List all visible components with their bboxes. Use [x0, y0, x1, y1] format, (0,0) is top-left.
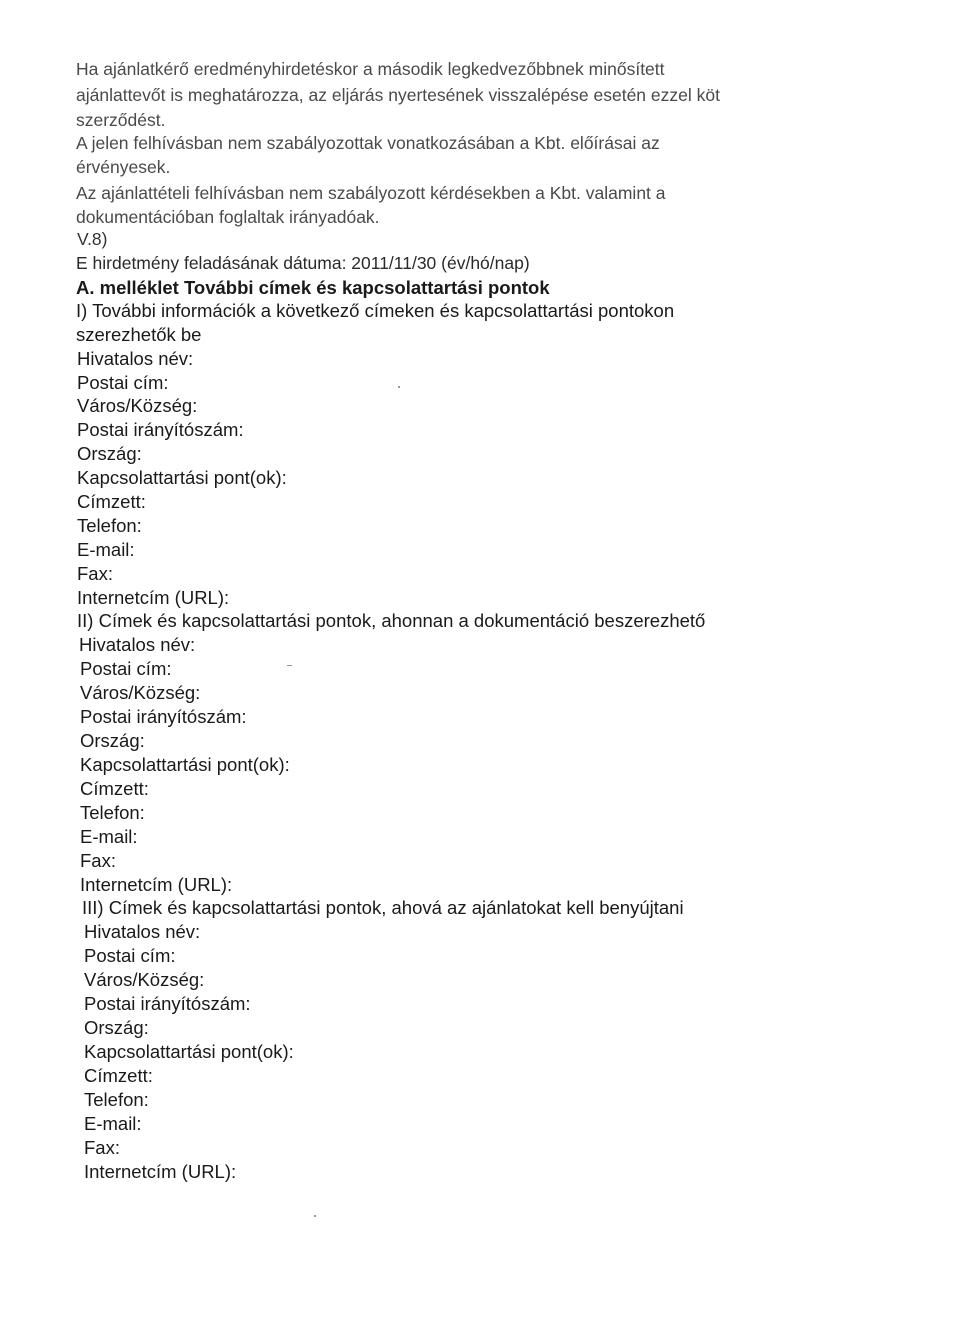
field-fax: Fax: [84, 1137, 120, 1158]
field-telephone: Telefon: [84, 1089, 149, 1110]
field-telephone: Telefon: [77, 515, 142, 536]
section-i-heading: I) További információk a következő címeken és kapcsolattartási pontokon [76, 300, 675, 321]
field-city: Város/Község: [77, 395, 198, 416]
field-url: Internetcím (URL): [84, 1161, 237, 1182]
field-country: Ország: [77, 443, 142, 464]
field-official-name: Hivatalos név: [77, 348, 194, 369]
field-postal-code: Postai irányítószám: [80, 706, 247, 727]
field-contact-points: Kapcsolattartási pont(ok): [77, 467, 287, 488]
intro-line: érvényesek. [76, 157, 171, 177]
scan-speck [314, 1215, 316, 1217]
field-url: Internetcím (URL): [80, 874, 233, 895]
field-postal-code: Postai irányítószám: [84, 993, 251, 1014]
field-postal-code: Postai irányítószám: [77, 419, 244, 440]
publication-date-line: E hirdetmény feladásának dátuma: 2011/11/30 (év/hó/nap) [76, 253, 530, 273]
field-telephone: Telefon: [80, 802, 145, 823]
scan-speck [287, 665, 292, 666]
field-url: Internetcím (URL): [77, 587, 230, 608]
intro-line: dokumentációban foglaltak irányadóak. [76, 207, 380, 227]
field-fax: Fax: [77, 563, 113, 584]
field-city: Város/Község: [84, 969, 205, 990]
field-addressee: Címzett: [77, 491, 146, 512]
field-fax: Fax: [80, 850, 116, 871]
field-email: E-mail: [84, 1113, 142, 1134]
field-email: E-mail: [77, 539, 135, 560]
annex-title: A. melléklet További címek és kapcsolattartási pontok [76, 277, 550, 298]
scan-speck [398, 386, 400, 388]
intro-line: szerződést. [76, 110, 166, 130]
field-official-name: Hivatalos név: [84, 921, 201, 942]
field-postal-address: Postai cím: [77, 372, 169, 393]
section-ii-heading: II) Címek és kapcsolattartási pontok, ahonnan a dokumentáció beszerezhető [77, 610, 706, 631]
field-contact-points: Kapcsolattartási pont(ok): [80, 754, 290, 775]
field-postal-address: Postai cím: [80, 658, 172, 679]
field-country: Ország: [80, 730, 145, 751]
intro-line: Ha ajánlatkérő eredményhirdetéskor a második legkedvezőbbnek minősített [76, 59, 665, 79]
section-iii-heading: III) Címek és kapcsolattartási pontok, ahová az ajánlatokat kell benyújtani [82, 897, 684, 918]
field-city: Város/Község: [80, 682, 201, 703]
section-v8-label: V.8) [77, 229, 108, 249]
field-email: E-mail: [80, 826, 138, 847]
field-addressee: Címzett: [84, 1065, 153, 1086]
field-official-name: Hivatalos név: [79, 634, 196, 655]
intro-line: Az ajánlattételi felhívásban nem szabályozott kérdésekben a Kbt. valamint a [76, 183, 666, 203]
intro-line: ajánlattevőt is meghatározza, az eljárás nyertesének visszalépése esetén ezzel köt [76, 85, 720, 105]
field-addressee: Címzett: [80, 778, 149, 799]
field-contact-points: Kapcsolattartási pont(ok): [84, 1041, 294, 1062]
field-country: Ország: [84, 1017, 149, 1038]
intro-line: A jelen felhívásban nem szabályozottak vonatkozásában a Kbt. előírásai az [76, 133, 660, 153]
field-postal-address: Postai cím: [84, 945, 176, 966]
section-i-heading-cont: szerezhetők be [76, 324, 202, 345]
